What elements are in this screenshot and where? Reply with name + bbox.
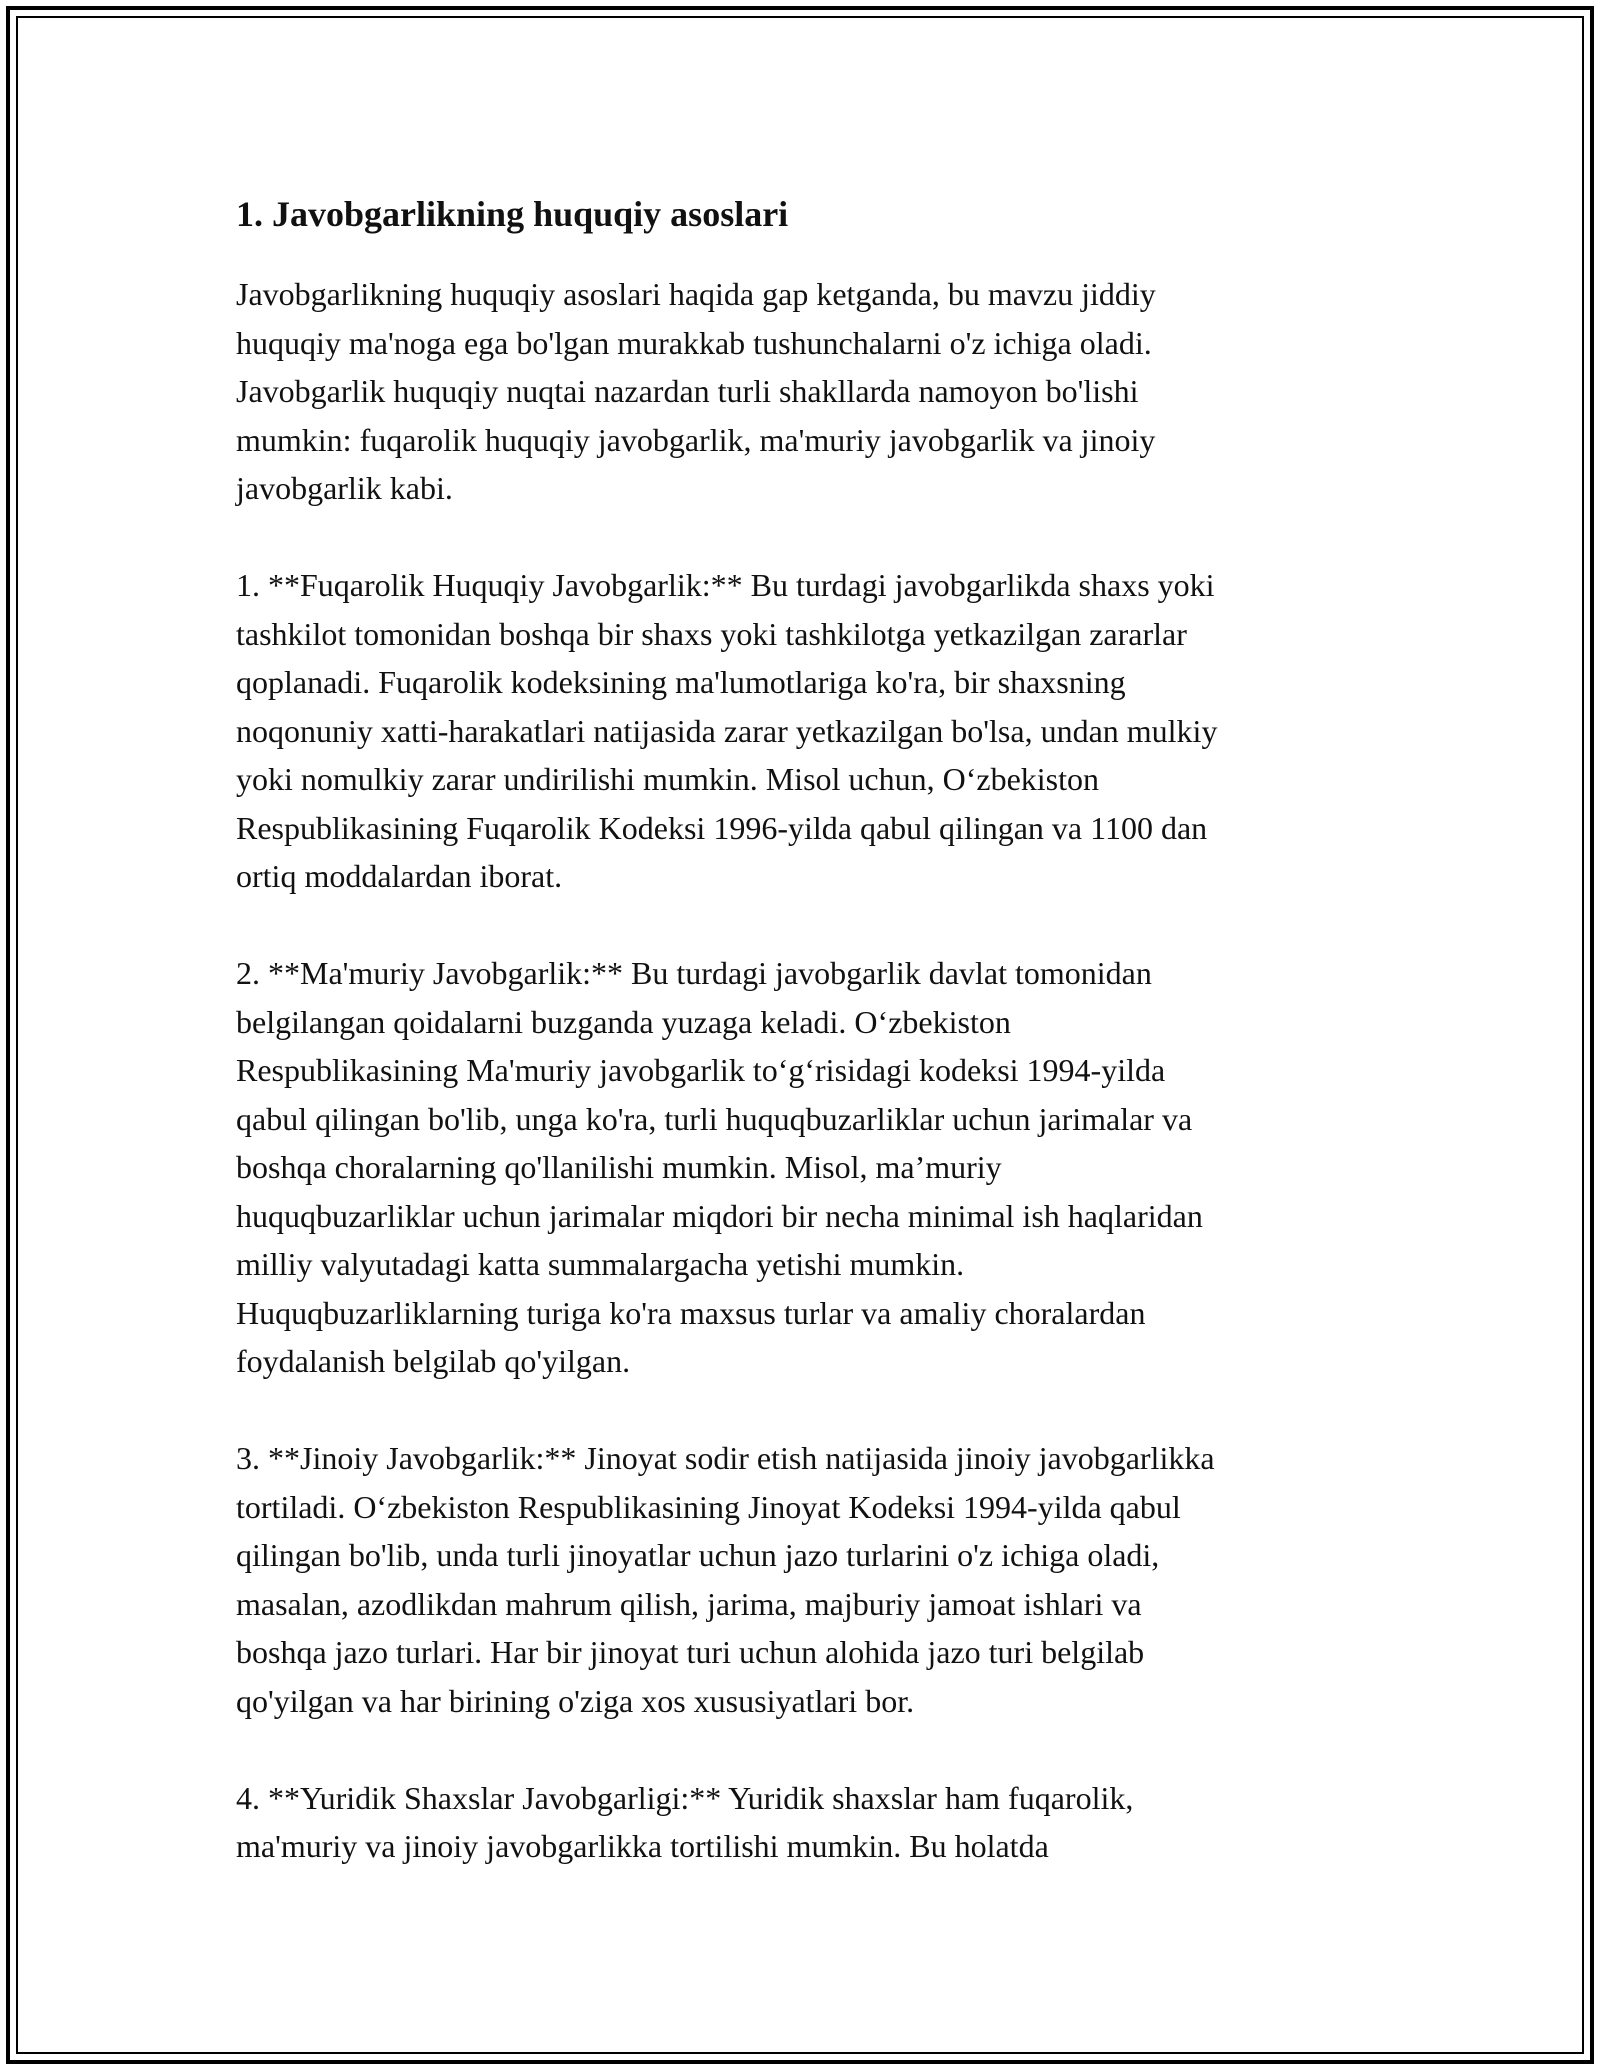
text-line: 2. **Ma'muriy Javobgarlik:** Bu turdagi javobgarlik davlat tomonidan (236, 955, 1152, 991)
text-line: foydalanish belgilab qo'yilgan. (236, 1343, 631, 1379)
text-line: boshqa choralarning qo'llanilishi mumkin. Misol, ma’muriy (236, 1149, 1002, 1185)
text-line: mumkin: fuqarolik huquqiy javobgarlik, ma'muriy javobgarlik va jinoiy (236, 421, 1156, 458)
text-line: Huquqbuzarliklarning turiga ko'ra maxsus turlar va amaliy choralardan (236, 1294, 1146, 1331)
text-line: Javobgarlikning huquqiy asoslari haqida gap ketganda, bu mavzu jiddiy (236, 276, 1156, 312)
text-line: qoplanadi. Fuqarolik kodeksining ma'lumotlariga ko'ra, bir shaxsning (236, 664, 1126, 700)
text-line: belgilangan qoidalarni buzganda yuzaga keladi. O‘zbekiston (236, 1003, 1011, 1040)
text-line: tortiladi. O‘zbekiston Respublikasining Jinoyat Kodeksi 1994-yilda qabul (236, 1488, 1181, 1525)
text-line: huquqiy ma'noga ega bo'lgan murakkab tushunchalarni o'z ichiga oladi. (236, 324, 1152, 361)
document-body (236, 186, 1386, 1919)
text-line: tashkilot tomonidan boshqa bir shaxs yoki tashkilotga yetkazilgan zararlar (236, 615, 1187, 652)
text-line: noqonuniy xatti-harakatlari natijasida zarar yetkazilgan bo'lsa, undan mulkiy (236, 712, 1218, 749)
text-line: javobgarlik kabi. (236, 470, 453, 506)
text-line: 4. **Yuridik Shaxslar Javobgarligi:** Yuridik shaxslar ham fuqarolik, (236, 1779, 1134, 1816)
text-line: Respublikasining Ma'muriy javobgarlik to‘g‘risidagi kodeksi 1994-yilda (236, 1052, 1166, 1088)
paragraph-legal-entity-liability (236, 1774, 1386, 1871)
paragraph-administrative-liability (236, 949, 1386, 1386)
text-line: Javobgarlik huquqiy nuqtai nazardan turli shakllarda namoyon bo'lishi (236, 373, 1139, 409)
section-heading: 1. Javobgarlikning huquqiy asoslari (236, 194, 789, 234)
text-line: qilingan bo'lib, unda turli jinoyatlar uchun jazo turlarini o'z ichiga oladi, (236, 1537, 1160, 1573)
text-line: huquqbuzarliklar uchun jarimalar miqdori bir necha minimal ish haqlaridan (236, 1197, 1203, 1234)
paragraph-civil-liability (236, 561, 1386, 901)
text-line: masalan, azodlikdan mahrum qilish, jarima, majburiy jamoat ishlari va (236, 1585, 1142, 1622)
text-line: boshqa jazo turlari. Har bir jinoyat turi uchun alohida jazo turi belgilab (236, 1634, 1145, 1670)
text-line: qabul qilingan bo'lib, unga ko'ra, turli huquqbuzarliklar uchun jarimalar va (236, 1100, 1193, 1137)
text-line: 3. **Jinoiy Javobgarlik:** Jinoyat sodir etish natijasida jinoiy javobgarlikka (236, 1440, 1215, 1476)
text-line: qo'yilgan va har birining o'ziga xos xususiyatlari bor. (236, 1682, 915, 1719)
text-line: Respublikasining Fuqarolik Kodeksi 1996-yilda qabul qilingan va 1100 dan (236, 809, 1208, 846)
text-line: yoki nomulkiy zarar undirilishi mumkin. Misol uchun, O‘zbekiston (236, 761, 1100, 797)
text-line: 1. **Fuqarolik Huquqiy Javobgarlik:** Bu turdagi javobgarlikda shaxs yoki (236, 567, 1215, 603)
text-line: ma'muriy va jinoiy javobgarlikka tortilishi mumkin. Bu holatda (236, 1828, 1049, 1864)
paragraph-criminal-liability (236, 1434, 1386, 1725)
text-line: ortiq moddalardan iborat. (236, 858, 563, 894)
text-line: milliy valyutadagi katta summalargacha yetishi mumkin. (236, 1246, 965, 1282)
intro-paragraph (236, 270, 1386, 513)
